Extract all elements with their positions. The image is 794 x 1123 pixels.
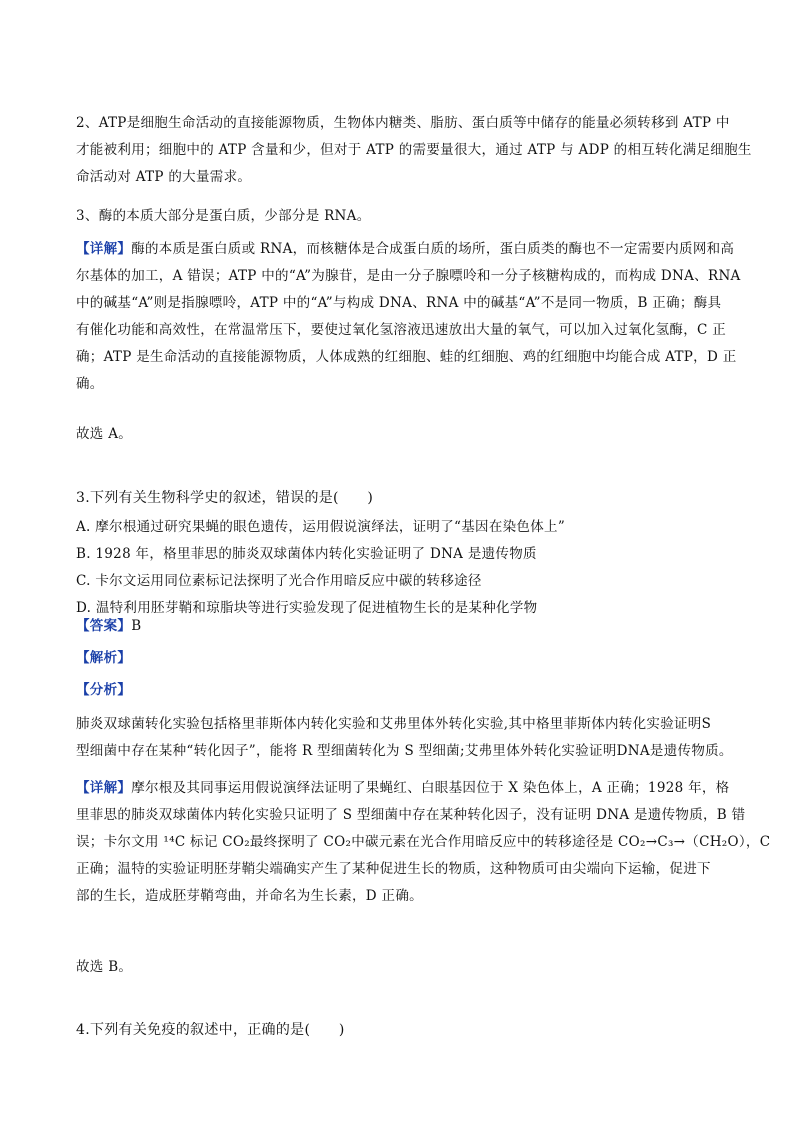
text-line: 3、酶的本质大部分是蛋白质，少部分是 RNA。: [76, 208, 371, 224]
text-line: 确。: [76, 376, 104, 392]
analysis-tag: 【解析】: [76, 650, 132, 666]
text-line: 有催化功能和高效性，在常温常压下，要使过氧化氢溶液迅速放出大量的氧气，可以加入过氧化氢酶，C 正: [76, 322, 727, 338]
question-3-options: [76, 514, 724, 622]
detail-tag: 【详解】: [76, 780, 132, 796]
text-line: 尔基体的加工，A 错误；ATP 中的“A”为腺苷，是由一分子腺嘌呤和一分子核糖构成的，而构成 DNA、RNA: [76, 268, 741, 284]
detail-section-q3: [76, 775, 771, 910]
answer-tag: 【答案】: [76, 618, 132, 634]
text-line: 误；卡尔文用 ¹⁴C 标记 CO₂最终探明了 CO₂中碳元素在光合作用暗反应中的转移途径是 CO₂→C₃→（CH₂O），C: [76, 834, 771, 850]
option-b: B. 1928 年，格里菲思的肺炎双球菌体内转化实验证明了 DNA 是遗传物质: [76, 546, 537, 562]
option-d: D. 温特利用胚芽鞘和琼脂块等进行实验发现了促进植物生长的是某种化学物: [76, 600, 538, 616]
text-line: 【详解】摩尔根及其同事运用假说演绎法证明了果蝇红、白眼基因位于 X 染色体上，A 正确；1928 年，格: [76, 780, 730, 796]
option-a: A. 摩尔根通过研究果蝇的眼色遗传，运用假说演绎法，证明了“基因在染色体上”: [76, 519, 566, 535]
text-line: 才能被利用；细胞中的 ATP 含量和少，但对于 ATP 的需要量很大，通过 ATP 与 ADP 的相互转化满足细胞生: [76, 142, 752, 158]
explanation-point-3: [76, 203, 724, 230]
answer-line: [76, 613, 724, 640]
text-line: 3.下列有关生物科学史的叙述，错误的是( ): [76, 490, 374, 506]
option-c: C. 卡尔文运用同位素标记法探明了光合作用暗反应中碳的转移途径: [76, 573, 482, 589]
question-3-stem: [76, 485, 724, 512]
question-4-stem: [76, 1017, 724, 1044]
answer-value: B: [131, 618, 142, 634]
text-line: 故选 B。: [76, 959, 133, 975]
text-line: 正确；温特的实验证明胚芽鞘尖端确实产生了某种促进生长的物质，这种物质可由尖端向下运输，促进下: [76, 861, 711, 877]
detail-section-a: [76, 236, 741, 398]
text-line: 故选 A。: [76, 426, 133, 442]
fenxi-body: [76, 711, 733, 765]
text-line: 【详解】酶的本质是蛋白质或 RNA，而核糖体是合成蛋白质的场所，蛋白质类的酶也不一定需要内质网和高: [76, 241, 735, 257]
explanation-point-2: [76, 110, 752, 191]
text-line: 中的碱基“A”则是指腺嘌呤，ATP 中的“A”与构成 DNA、RNA 中的碱基“A”不是同一物质，B 正确；酶具: [76, 295, 722, 311]
conclusion-q3: [76, 954, 724, 981]
text-line: 里菲思的肺炎双球菌体内转化实验只证明了 S 型细菌中存在某种转化因子，没有证明 DNA 是遗传物质，B 错: [76, 807, 746, 823]
text-line: 命活动对 ATP 的大量需求。: [76, 169, 252, 185]
fenxi-tag: 【分析】: [76, 682, 132, 698]
conclusion-a: [76, 421, 724, 448]
text-line: 肺炎双球菌转化实验包括格里菲斯体内转化实验和艾弗里体外转化实验,其中格里菲斯体内转化实验证明S: [76, 716, 712, 732]
text-line: 2、ATP是细胞生命活动的直接能源物质，生物体内糖类、脂肪、蛋白质等中储存的能量必须转移到 ATP 中: [76, 115, 730, 131]
text-line: 4.下列有关免疫的叙述中，正确的是( ): [76, 1022, 345, 1038]
text-line: 型细菌中存在某种“转化因子”，能将 R 型细菌转化为 S 型细菌;艾弗里体外转化实验证明DNA是遗传物质。: [76, 743, 733, 759]
detail-tag: 【详解】: [76, 241, 132, 257]
text-line: 部的生长，造成胚芽鞘弯曲，并命名为生长素，D 正确。: [76, 888, 423, 904]
text-line: 确；ATP 是生命活动的直接能源物质，人体成熟的红细胞、蛙的红细胞、鸡的红细胞中均能合成 ATP，D 正: [76, 349, 737, 365]
analysis-line: [76, 645, 724, 672]
fenxi-line: [76, 677, 724, 704]
